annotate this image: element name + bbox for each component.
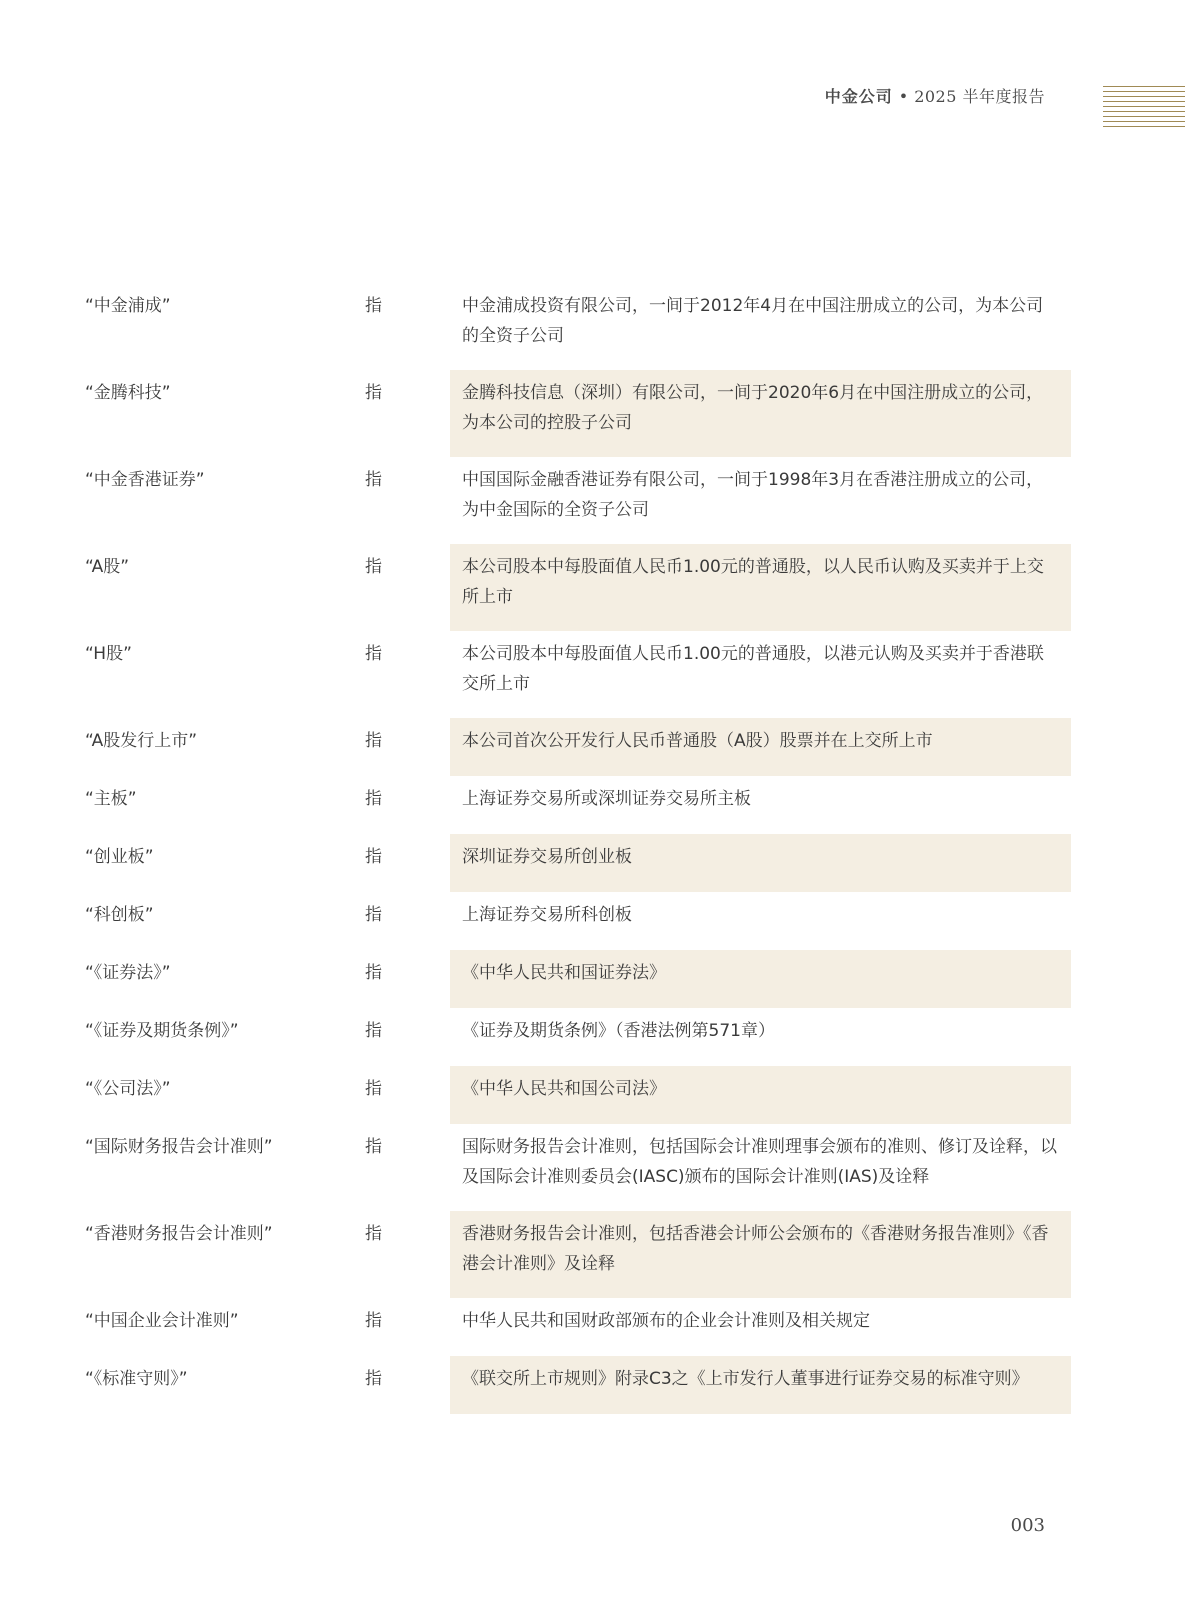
definition-refers: 指 [365, 1137, 382, 1157]
definition-text: 《中华人民共和国证券法》 [450, 950, 1071, 1008]
definition-term: “《公司法》” [85, 1079, 171, 1099]
report-header [825, 84, 1045, 107]
definition-refers: 指 [365, 963, 382, 983]
definition-term: “中金香港证券” [85, 470, 205, 490]
definition-row [0, 1066, 1190, 1124]
definition-row [0, 283, 1190, 370]
definition-term: “中国企业会计准则” [85, 1311, 239, 1331]
definitions-table [0, 283, 1190, 1414]
definition-text: 上海证券交易所科创板 [462, 905, 632, 925]
header-decorative-lines [1103, 86, 1185, 136]
definition-term: “金腾科技” [85, 383, 171, 403]
definition-refers: 指 [365, 905, 382, 925]
definition-term: “创业板” [85, 847, 154, 867]
definition-text: 中金浦成投资有限公司，一间于2012年4月在中国注册成立的公司，为本公司的全资子公司 [462, 296, 1044, 346]
definition-term: “国际财务报告会计准则” [85, 1137, 273, 1157]
definition-text: 上海证券交易所或深圳证券交易所主板 [462, 789, 751, 809]
definition-row [0, 370, 1190, 457]
definition-refers: 指 [365, 789, 382, 809]
definition-text: 中华人民共和国财政部颁布的企业会计准则及相关规定 [462, 1311, 870, 1331]
definition-row [0, 950, 1190, 1008]
definition-text: 金腾科技信息（深圳）有限公司，一间于2020年6月在中国注册成立的公司，为本公司的控股子公司 [450, 370, 1071, 457]
definition-row [0, 1298, 1190, 1356]
definition-term: “《证券及期货条例》” [85, 1021, 239, 1041]
definition-row [0, 1356, 1190, 1414]
definition-row [0, 1124, 1190, 1211]
definition-term: “《标准守则》” [85, 1369, 188, 1389]
definition-refers: 指 [365, 557, 382, 577]
definition-refers: 指 [365, 1369, 382, 1389]
definition-refers: 指 [365, 644, 382, 664]
definition-text: 深圳证券交易所创业板 [450, 834, 1071, 892]
definition-term: “H股” [85, 644, 132, 664]
definition-row [0, 892, 1190, 950]
definition-refers: 指 [365, 847, 382, 867]
definition-text: 国际财务报告会计准则，包括国际会计准则理事会颁布的准则、修订及诠释，以及国际会计准则委员会(IASC)颁布的国际会计准则(IAS)及诠释 [462, 1137, 1057, 1187]
definition-term: “香港财务报告会计准则” [85, 1224, 273, 1244]
definition-term: “中金浦成” [85, 296, 171, 316]
definition-row [0, 776, 1190, 834]
definition-term: “A股发行上市” [85, 731, 198, 751]
definition-row [0, 544, 1190, 631]
page-number: 003 [1010, 1515, 1045, 1536]
definition-row [0, 457, 1190, 544]
definition-refers: 指 [365, 470, 382, 490]
definition-refers: 指 [365, 1021, 382, 1041]
definition-text: 《证券及期货条例》（香港法例第571章） [462, 1021, 775, 1041]
definition-text: 中国国际金融香港证券有限公司，一间于1998年3月在香港注册成立的公司，为中金国际的全资子公司 [462, 470, 1044, 520]
definition-text: 香港财务报告会计准则，包括香港会计师公会颁布的《香港财务报告准则》《香港会计准则》及诠释 [450, 1211, 1071, 1298]
definition-row [0, 1211, 1190, 1298]
header-separator: • [898, 87, 909, 106]
definition-refers: 指 [365, 1224, 382, 1244]
definition-row [0, 834, 1190, 892]
definition-refers: 指 [365, 1079, 382, 1099]
definition-text: 《联交所上市规则》附录C3之《上市发行人董事进行证券交易的标准守则》 [450, 1356, 1071, 1414]
report-title: 2025 半年度报告 [914, 87, 1045, 106]
definition-text: 本公司股本中每股面值人民币1.00元的普通股，以人民币认购及买卖并于上交所上市 [450, 544, 1071, 631]
definition-term: “A股” [85, 557, 130, 577]
definition-text: 本公司股本中每股面值人民币1.00元的普通股，以港元认购及买卖并于香港联交所上市 [462, 644, 1044, 694]
definition-text: 本公司首次公开发行人民币普通股（A股）股票并在上交所上市 [450, 718, 1071, 776]
definition-term: “科创板” [85, 905, 154, 925]
definition-term: “主板” [85, 789, 137, 809]
definition-refers: 指 [365, 731, 382, 751]
definition-text: 《中华人民共和国公司法》 [450, 1066, 1071, 1124]
definition-row [0, 718, 1190, 776]
definition-row [0, 1008, 1190, 1066]
definition-refers: 指 [365, 1311, 382, 1331]
definition-row [0, 631, 1190, 718]
definition-term: “《证券法》” [85, 963, 171, 983]
definition-refers: 指 [365, 296, 382, 316]
company-name: 中金公司 [824, 87, 893, 106]
definition-refers: 指 [365, 383, 382, 403]
